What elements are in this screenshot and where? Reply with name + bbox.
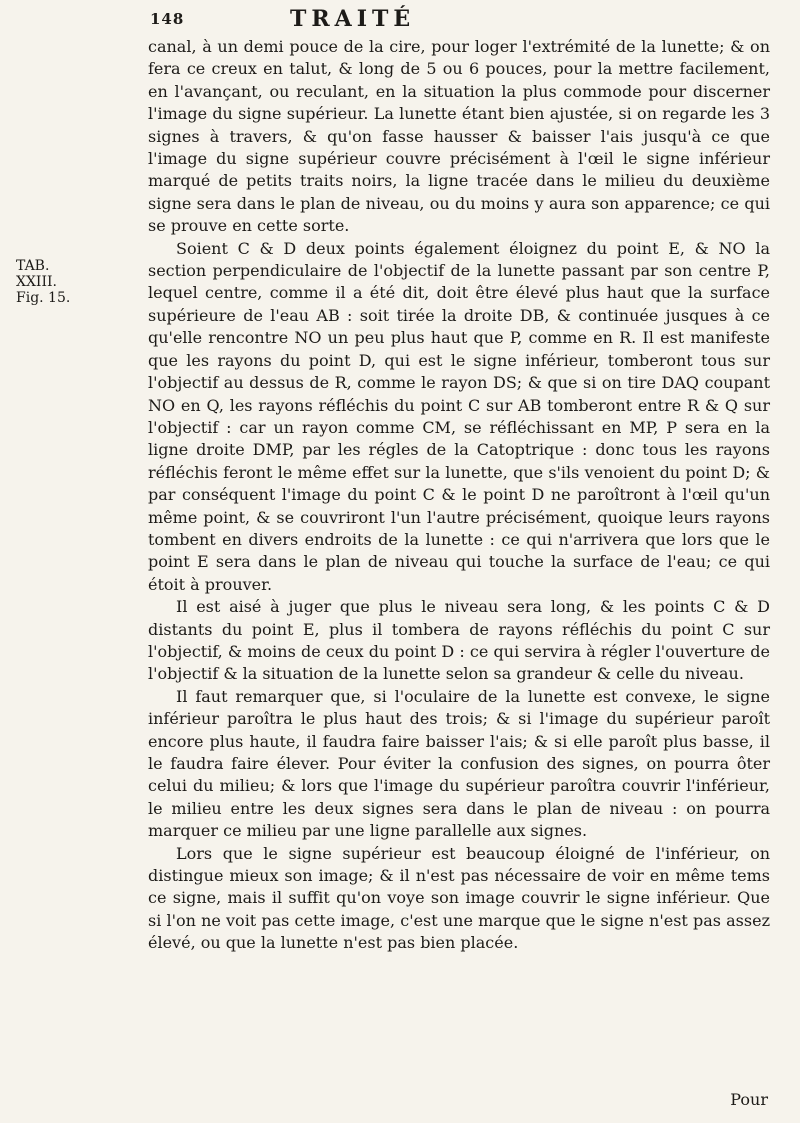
margin-note-line: TAB. — [16, 258, 50, 274]
margin-note-line: Fig. 15. — [16, 290, 71, 306]
paragraph-ocular-remark: Il faut remarquer que, si l'oculaire de la lunette est convexe, le signe inférieur paroîtra le plus haut des trois; & si l'image du supérieur paroît encore plus haute, il faudra faire baisser l'ais; & si elle paroît plus basse, il le faudra faire élever. Pour éviter la confusion des signes, on pourra ôter celui du milieu; & lors que l'image du supérieur paroîtra couvrir l'inférieur, le milieu entre les deux signes sera dans le plan de niveau : on pourra marquer ce milieu par une ligne parallelle aux signes. — [148, 686, 770, 841]
paragraph-distant-sign: Lors que le signe supérieur est beaucoup éloigné de l'inférieur, on distingue mieux son image; & il n'est pas nécessaire de voir en même tems ce signe, mais il suffit qu'on voye son image couvrir le signe inférieur. Que si l'on ne voit pas cette image, c'est une marque que le signe n'est pas assez élevé, ou que la lunette n'est pas bien placée. — [148, 843, 770, 953]
body-text — [148, 36, 770, 955]
page-header — [150, 6, 750, 32]
paragraph-continuation: canal, à un demi pouce de la cire, pour loger l'extrémité de la lunette; & on fera ce creux en talut, & long de 5 ou 6 pouces, pour la mettre facilement, en l'avançant, ou reculant, en la situation la plus commode pour discerner l'image du signe supérieur. La lunette étant bien ajustée, si on regarde les 3 signes à travers, & qu'on fasse hausser & baisser l'ais jusqu'à ce que l'image du signe supérieur couvre précisément à l'œil le signe inférieur marqué de petits traits noirs, la ligne tracée dans le milieu du deuxième signe sera dans le plan de niveau, ou du moins y aura son apparence; ce qui se prouve en cette sorte. — [148, 37, 770, 236]
running-title: TRAITÉ — [290, 6, 416, 32]
catchword: Pour — [730, 1090, 768, 1109]
margin-note-line: XXIII. — [16, 274, 57, 290]
paragraph-level-length: Il est aisé à juger que plus le niveau sera long, & les points C & D distants du point E, plus il tombera de rayons réfléchis du point C sur l'objectif, & moins de ceux du point D : ce qui servira à régler l'ouverture de l'objectif & la situation de la lunette selon sa grandeur & celle du niveau. — [148, 597, 770, 684]
page-number: 148 — [150, 10, 185, 28]
margin-note-figure-reference — [16, 258, 71, 306]
paragraph-proof: Soient C & D deux points également éloignez du point E, & NO la section perpendiculaire de l'objectif de la lunette passant par son centre P, lequel centre, comme il a été dit, doit être élevé plus haut que la surface supérieure de l'eau AB : soit tirée la droite DB, & continuée jusques à ce qu'elle rencontre NO un peu plus haut que P, comme en R. Il est manifeste que les rayons du point D, qui est le signe inférieur, tomberont tous sur l'objectif au dessus de R, comme le rayon DS; & que si on tire DAQ coupant NO en Q, les rayons réfléchis du point C sur AB tomberont entre R & Q sur l'objectif : car un rayon comme CM, se réfléchissant en MP, P sera en la ligne droite DMP, par les régles de la Catoptrique : donc tous les rayons réfléchis feront le même effet sur la lunette, que s'ils venoient du point D; & par conséquent l'image du point C & le point D ne paroîtront à l'œil qu'un même point, & se couvriront l'un l'autre précisément, quoique leurs rayons tombent en divers endroits de la lunette : ce qui n'arrivera que lors que le point E sera dans le plan de niveau qui touche la surface de l'eau; ce qui étoit à prouver. — [148, 238, 770, 594]
